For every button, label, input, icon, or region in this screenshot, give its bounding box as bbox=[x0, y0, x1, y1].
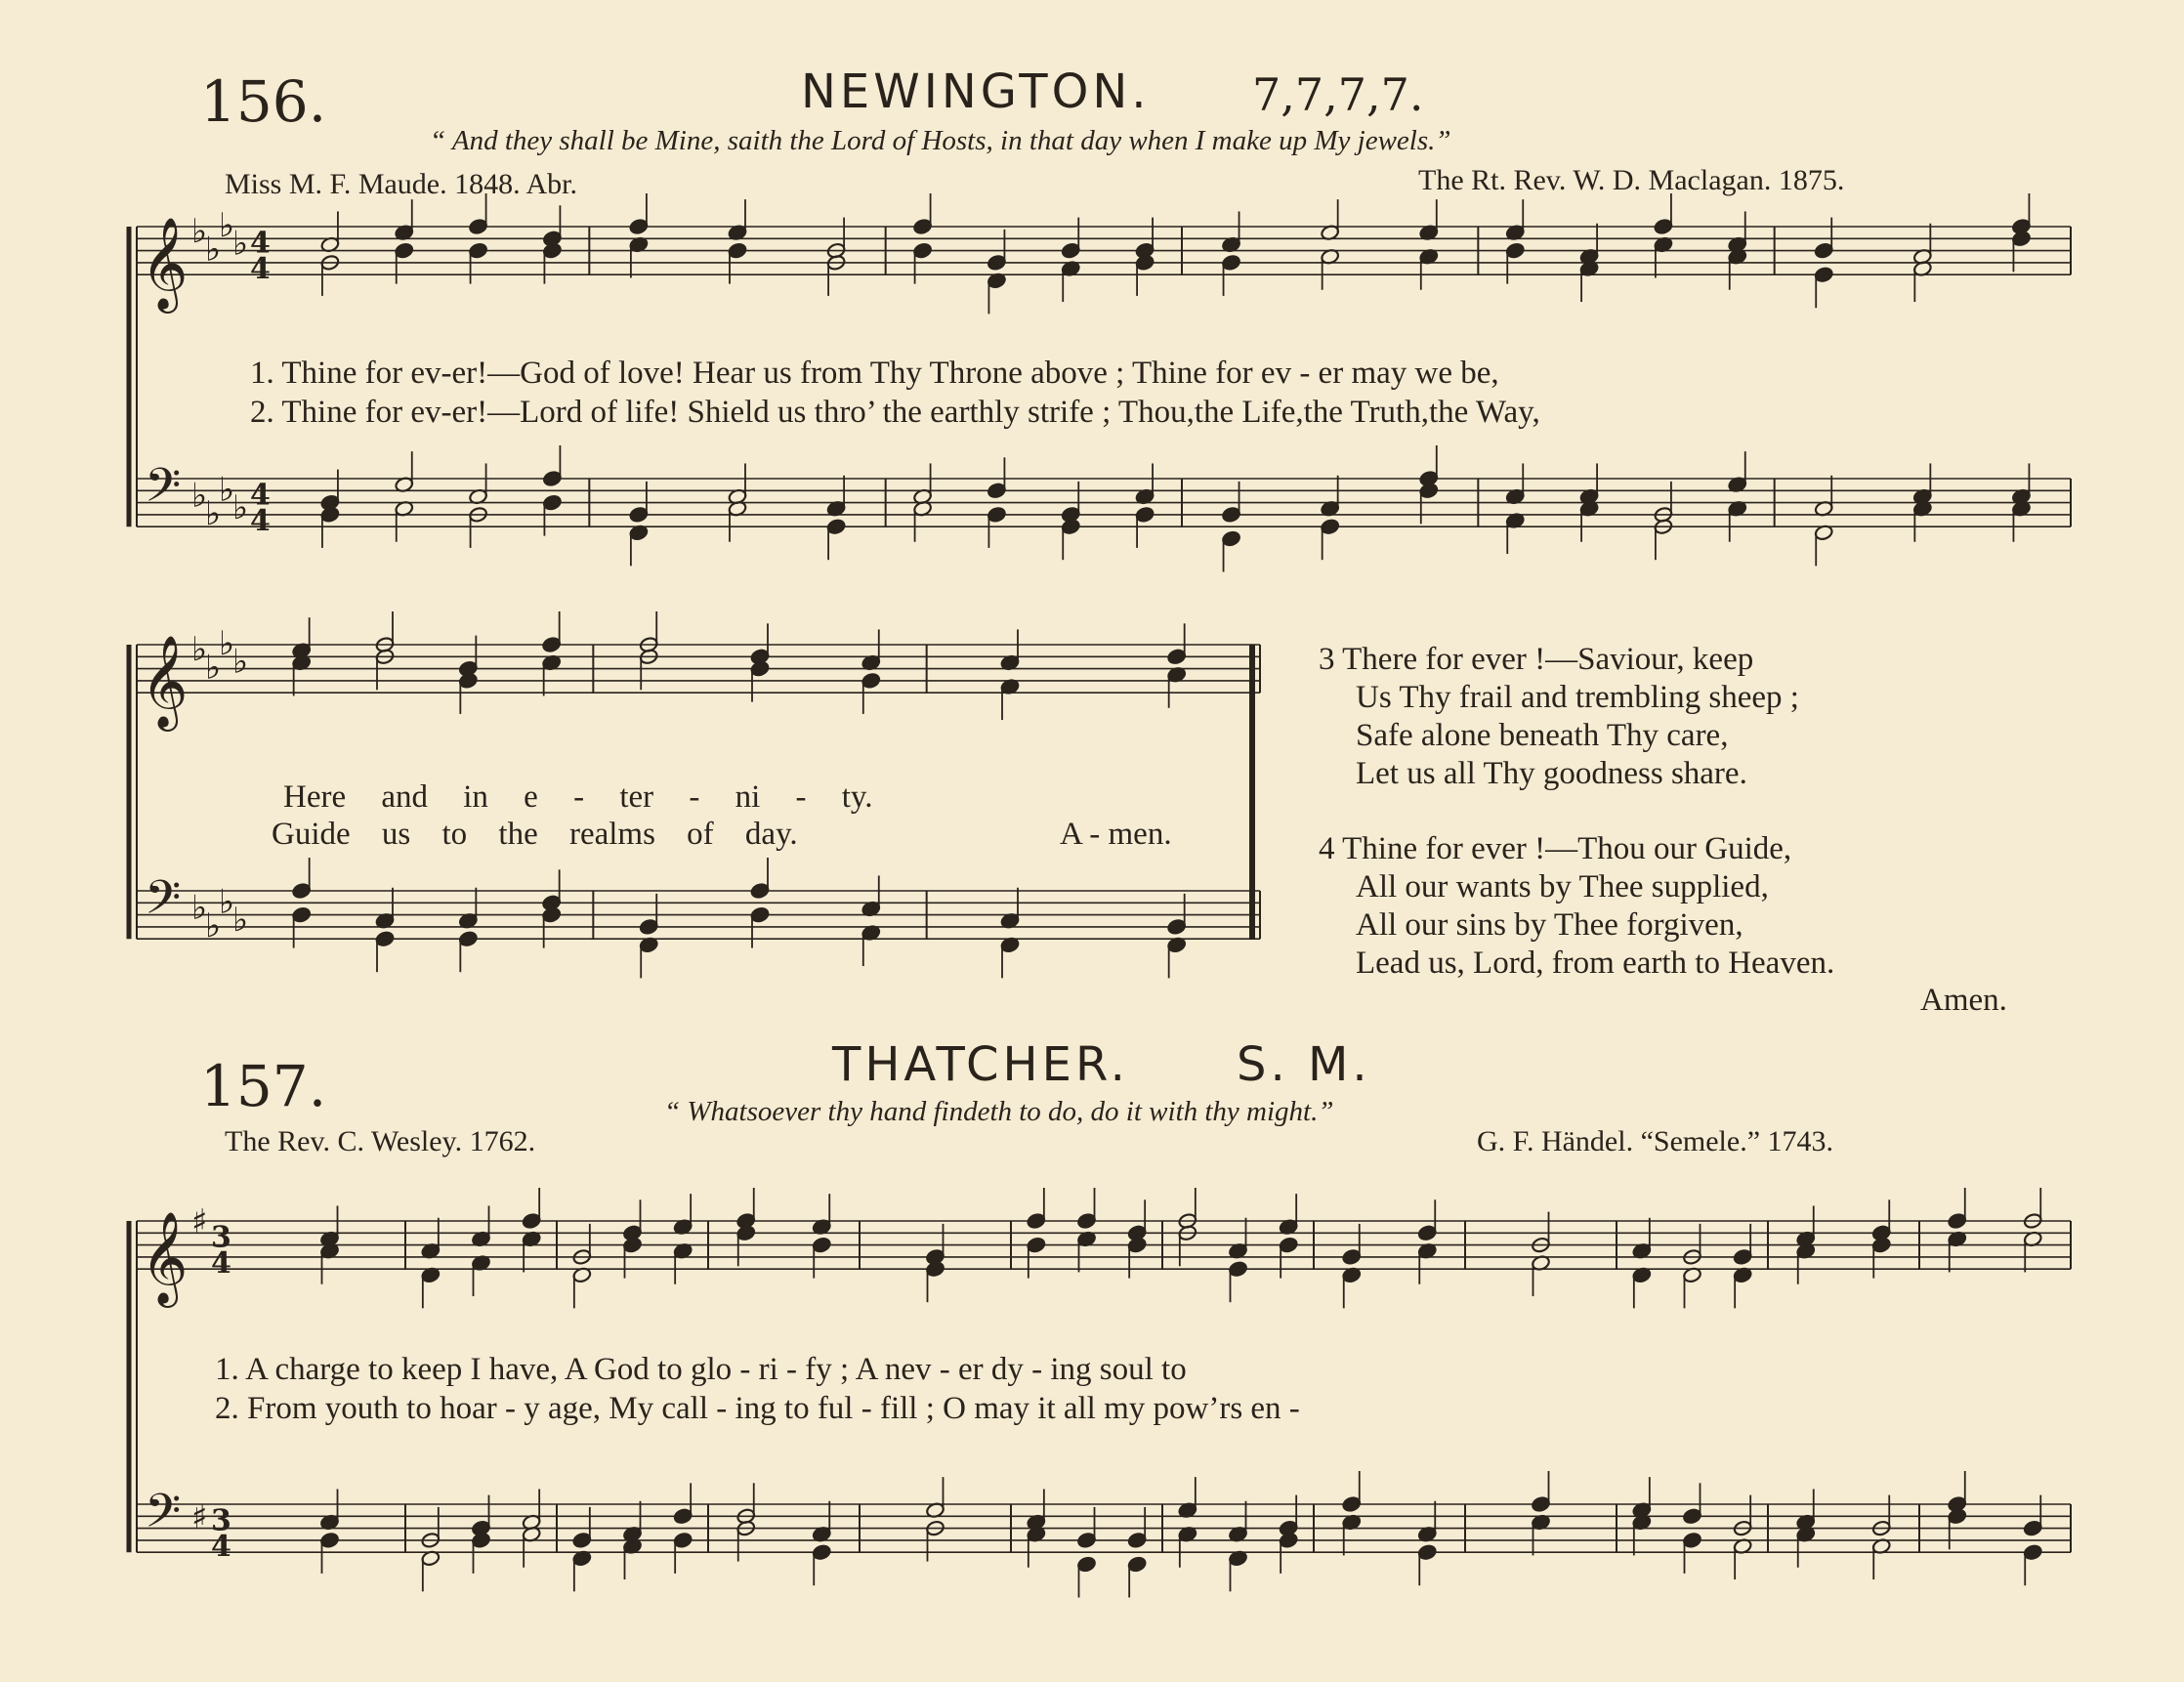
note-head bbox=[1061, 242, 1080, 259]
note-head bbox=[750, 882, 770, 899]
note-head bbox=[1682, 1532, 1701, 1548]
note-head bbox=[1682, 1508, 1701, 1525]
note-head bbox=[522, 1212, 541, 1229]
treble-clef: 𝄞 bbox=[141, 635, 189, 729]
note-head bbox=[468, 242, 487, 259]
lyrics-156-verse2-line2: Guide us to the realms of day. bbox=[272, 817, 798, 852]
stanza-3 bbox=[1319, 641, 1799, 793]
note-head bbox=[1228, 1260, 1247, 1277]
note-head bbox=[1027, 1237, 1046, 1253]
note-head bbox=[395, 242, 414, 259]
author-157: The Rev. C. Wesley. 1762. bbox=[225, 1125, 536, 1157]
note-head bbox=[812, 1543, 831, 1560]
note-head bbox=[639, 918, 658, 935]
key-signature-flat: ♭ bbox=[219, 206, 235, 245]
time-signature-bottom: 4 bbox=[211, 1530, 231, 1565]
hymn-number-156: 156. bbox=[200, 68, 327, 135]
note-head bbox=[542, 242, 562, 259]
meter-156: 7,7,7,7. bbox=[1252, 68, 1424, 121]
epigraph-156: “ And they shall be Mine, saith the Lord of Hosts, in that day when I make up My jewels.” bbox=[430, 125, 1451, 156]
note-head bbox=[471, 1532, 490, 1548]
stanza-3-line-2: Us Thy frail and trembling sheep ; bbox=[1356, 680, 1799, 715]
note-head bbox=[728, 242, 747, 259]
note-head bbox=[1505, 242, 1525, 259]
note-head bbox=[622, 1237, 642, 1253]
author-156: Miss M. F. Maude. 1848. Abr. bbox=[225, 168, 577, 200]
epigraph-157: “ Whatsoever thy hand findeth to do, do it with thy might.” bbox=[664, 1096, 1334, 1127]
tune-title-newington: NEWINGTON. bbox=[801, 64, 1151, 119]
bass-clef: 𝄢 bbox=[145, 869, 182, 937]
note-head bbox=[673, 1508, 693, 1525]
note-head bbox=[542, 636, 562, 652]
note-head bbox=[542, 470, 562, 486]
note-head bbox=[1076, 1212, 1096, 1229]
time-signature-top: 3 bbox=[211, 1503, 231, 1538]
note-head bbox=[1076, 1532, 1096, 1548]
lyrics-156-verse1-line1: 1. Thine for ev-er!—God of love! Hear us from Thy Throne above ; Thine for ev - er may we be, bbox=[250, 356, 1499, 391]
note-head bbox=[1814, 266, 1833, 282]
key-signature-flat: ♭ bbox=[219, 882, 235, 922]
note-head bbox=[1076, 1556, 1096, 1573]
note-head bbox=[912, 242, 932, 259]
note-head bbox=[987, 506, 1006, 523]
note-head bbox=[1027, 1212, 1046, 1229]
note-head bbox=[673, 1532, 693, 1548]
note-head bbox=[2023, 1520, 2042, 1536]
note-head bbox=[812, 1237, 831, 1253]
key-signature-flat: ♭ bbox=[232, 224, 249, 264]
stanza-4-line-2: All our wants by Thee supplied, bbox=[1356, 869, 1769, 904]
key-signature-flat: ♭ bbox=[232, 642, 249, 682]
note-head bbox=[1221, 506, 1240, 523]
note-head bbox=[1342, 1248, 1362, 1265]
key-signature-flat: ♭ bbox=[205, 905, 222, 946]
composer-157: G. F. Händel. “Semele.” 1743. bbox=[1477, 1125, 1834, 1157]
note-head bbox=[987, 254, 1006, 271]
lyrics-157-verse2: 2. From youth to hoar - y age, My call - ing to ful - fill ; O may it all my pow’rs en - bbox=[215, 1391, 1300, 1426]
note-head bbox=[1321, 518, 1340, 534]
note-head bbox=[1167, 918, 1187, 935]
note-head bbox=[542, 906, 562, 923]
stanza-3-line-4: Let us all Thy goodness share. bbox=[1356, 756, 1747, 791]
bass-clef: 𝄢 bbox=[145, 457, 182, 525]
note-head bbox=[1127, 1532, 1147, 1548]
key-signature-sharp: ♯ bbox=[191, 1202, 208, 1241]
note-head bbox=[1127, 1237, 1147, 1253]
time-signature-top: 4 bbox=[250, 478, 271, 513]
key-signature-flat: ♭ bbox=[191, 212, 208, 252]
note-head bbox=[1279, 1237, 1298, 1253]
note-head bbox=[1061, 518, 1080, 534]
key-signature-flat: ♭ bbox=[232, 900, 249, 940]
note-head bbox=[468, 218, 487, 234]
note-head bbox=[320, 506, 340, 523]
note-head bbox=[1127, 1556, 1147, 1573]
note-head bbox=[292, 882, 312, 899]
meter-157: S. M. bbox=[1237, 1037, 1371, 1092]
note-head bbox=[1167, 649, 1187, 665]
note-head bbox=[629, 218, 649, 234]
lyrics-157-verse1: 1. A charge to keep I have, A God to glo - ri - fy ; A nev - er dy - ing soul to bbox=[215, 1352, 1187, 1387]
note-head bbox=[1221, 254, 1240, 271]
treble-clef: 𝄞 bbox=[141, 1211, 189, 1305]
time-signature-bottom: 4 bbox=[250, 252, 271, 287]
time-signature-top: 3 bbox=[211, 1220, 231, 1255]
key-signature-flat: ♭ bbox=[205, 493, 222, 533]
note-head bbox=[1417, 1225, 1437, 1241]
composer-156: The Rt. Rev. W. D. Maclagan. 1875. bbox=[1418, 164, 1845, 196]
note-head bbox=[1417, 1543, 1437, 1560]
key-signature-flat: ♭ bbox=[219, 624, 235, 663]
lyrics-156-verse2-line1: 2. Thine for ev-er!—Lord of life! Shield us thro’ the earthly strife ; Thou,the Life,the Truth,the Way, bbox=[250, 395, 1540, 430]
treble-clef: 𝄞 bbox=[141, 217, 189, 311]
note-head bbox=[375, 930, 395, 946]
note-head bbox=[736, 1225, 756, 1241]
note-head bbox=[458, 930, 478, 946]
note-head bbox=[1419, 483, 1439, 499]
note-head bbox=[572, 1532, 592, 1548]
note-head bbox=[750, 906, 770, 923]
note-head bbox=[912, 218, 932, 234]
note-head bbox=[1135, 254, 1155, 271]
key-signature-flat: ♭ bbox=[191, 476, 208, 516]
stanza-4-line-1: 4 Thine for ever !—Thou our Guide, bbox=[1319, 831, 1792, 866]
tune-title-thatcher: THATCHER. bbox=[832, 1037, 1129, 1092]
stanza-3-line-3: Safe alone beneath Thy care, bbox=[1356, 718, 1729, 753]
key-signature-flat: ♭ bbox=[205, 230, 222, 270]
note-head bbox=[1871, 1237, 1891, 1253]
bass-clef: 𝄢 bbox=[145, 1483, 182, 1550]
note-head bbox=[1733, 1248, 1752, 1265]
note-head bbox=[987, 483, 1006, 499]
note-head bbox=[292, 906, 312, 923]
stanza-4-line-4: Lead us, Lord, from earth to Heaven. bbox=[1356, 946, 1835, 981]
note-head bbox=[1221, 530, 1240, 547]
key-signature-sharp: ♯ bbox=[191, 1497, 208, 1537]
note-head bbox=[1654, 218, 1673, 234]
time-signature-bottom: 4 bbox=[211, 1246, 231, 1282]
note-head bbox=[826, 518, 846, 534]
note-head bbox=[925, 1260, 945, 1277]
note-head bbox=[1279, 1532, 1298, 1548]
note-head bbox=[861, 672, 881, 689]
note-head bbox=[750, 660, 770, 677]
key-signature-flat: ♭ bbox=[219, 470, 235, 510]
key-signature-flat: ♭ bbox=[232, 487, 249, 527]
stanza-3-line-1: 3 There for ever !—Saviour, keep bbox=[1319, 642, 1754, 677]
note-head bbox=[2011, 231, 2031, 247]
note-head bbox=[319, 1532, 339, 1548]
note-head bbox=[458, 672, 478, 689]
note-head bbox=[1948, 1508, 1967, 1525]
key-signature-flat: ♭ bbox=[191, 888, 208, 928]
note-head bbox=[1814, 242, 1833, 259]
key-signature-flat: ♭ bbox=[205, 648, 222, 688]
note-head bbox=[542, 494, 562, 511]
lyrics-156-amen: A - men. bbox=[1060, 817, 1172, 852]
note-head bbox=[629, 506, 649, 523]
note-head bbox=[1342, 1495, 1362, 1512]
stanza-4 bbox=[1319, 830, 1834, 983]
note-head bbox=[2023, 1543, 2042, 1560]
lyrics-156-verse1-line2: Here and in e - ter - ni - ty. bbox=[283, 779, 873, 815]
stanza-amen: Amen. bbox=[1920, 983, 2007, 1018]
note-head bbox=[1531, 1495, 1550, 1512]
hymn-number-157: 157. bbox=[200, 1053, 327, 1119]
note-head bbox=[1135, 506, 1155, 523]
stanza-4-line-3: All our sins by Thee forgiven, bbox=[1356, 907, 1743, 943]
time-signature-bottom: 4 bbox=[250, 504, 271, 539]
time-signature-top: 4 bbox=[250, 226, 271, 261]
note-head bbox=[1948, 1212, 1967, 1229]
key-signature-flat: ♭ bbox=[191, 630, 208, 670]
